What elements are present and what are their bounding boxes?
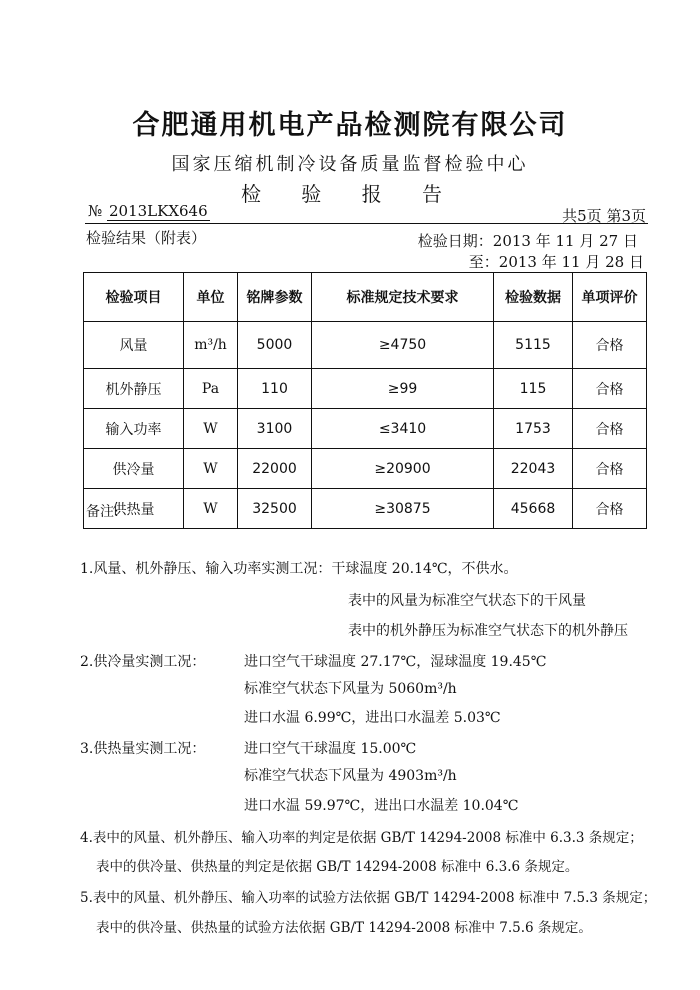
header-cell-requirement: 标准规定技术要求 xyxy=(312,273,494,322)
cell-item: 机外静压 xyxy=(84,369,184,409)
cell-item: 供冷量 xyxy=(84,449,184,489)
cell-evaluation: 合格 xyxy=(573,322,647,369)
cell-nameplate: 110 xyxy=(238,369,312,409)
note-5-continued: 表中的供冷量、供热量的试验方法依据 GB/T 14294-2008 标准中 7.5.6 条规定。 xyxy=(96,920,592,936)
cell-data: 1753 xyxy=(494,409,573,449)
table-row xyxy=(84,489,647,529)
table-row xyxy=(84,369,647,409)
cell-requirement: ≥30875 xyxy=(312,489,494,529)
report-number-value: 2013LKX646 xyxy=(108,202,208,220)
table-row xyxy=(84,449,647,489)
header-cell-evaluation: 单项评价 xyxy=(573,273,647,322)
note-2-label: 2.供冷量实测工况： xyxy=(80,654,206,670)
note-1: 1.风量、机外静压、输入功率实测工况：干球温度 20.14℃，不供水。 xyxy=(80,561,518,577)
cell-unit: W xyxy=(184,449,238,489)
inspection-center-name: 国家压缩机制冷设备质量监督检验中心 xyxy=(171,154,529,175)
table-header-row xyxy=(84,273,647,322)
report-number xyxy=(88,202,210,220)
cell-requirement: ≥4750 xyxy=(312,322,494,369)
header-cell-unit: 单位 xyxy=(184,273,238,322)
cell-item: 供热量 xyxy=(84,489,184,529)
note-3-label: 3.供热量实测工况： xyxy=(80,741,206,757)
note-2-detail-a: 进口空气干球温度 27.17℃，湿球温度 19.45℃ xyxy=(244,654,547,670)
cell-nameplate: 32500 xyxy=(238,489,312,529)
header-cell-item: 检验项目 xyxy=(84,273,184,322)
header-cell-nameplate: 铭牌参数 xyxy=(238,273,312,322)
note-4: 4.表中的风量、机外静压、输入功率的判定是依据 GB/T 14294-2008 标准中 6.3.3 条规定； xyxy=(80,830,643,846)
note-2-detail-b: 标准空气状态下风量为 5060m³/h xyxy=(244,681,457,697)
result-table xyxy=(83,272,647,529)
cell-unit: W xyxy=(184,489,238,529)
report-title: 检 验 报 告 xyxy=(240,182,460,206)
note-1-detail-b: 表中的机外静压为标准空气状态下的机外静压 xyxy=(348,623,628,639)
cell-item: 风量 xyxy=(84,322,184,369)
cell-evaluation: 合格 xyxy=(573,449,647,489)
header-cell-data: 检验数据 xyxy=(494,273,573,322)
cell-nameplate: 22000 xyxy=(238,449,312,489)
report-number-prefix: № xyxy=(88,202,103,220)
cell-data: 5115 xyxy=(494,322,573,369)
cell-evaluation: 合格 xyxy=(573,489,647,529)
note-2-detail-c: 进口水温 6.99℃，进出口水温差 5.03℃ xyxy=(244,710,501,726)
company-name: 合肥通用机电产品检测院有限公司 xyxy=(132,110,568,141)
cell-requirement: ≤3410 xyxy=(312,409,494,449)
inspection-date-to: 至：2013 年 11 月 28 日 xyxy=(468,253,644,271)
note-3-detail-a: 进口空气干球温度 15.00℃ xyxy=(244,741,417,757)
note-1-detail-a: 表中的风量为标准空气状态下的干风量 xyxy=(348,593,586,609)
cell-data: 22043 xyxy=(494,449,573,489)
cell-data: 45668 xyxy=(494,489,573,529)
note-3-detail-c: 进口水温 59.97℃，进出口水温差 10.04℃ xyxy=(244,798,519,814)
inspection-date-from: 检验日期：2013 年 11 月 27 日 xyxy=(417,232,638,250)
page-info: 共5页 第3页 xyxy=(562,207,646,225)
header-divider xyxy=(85,223,648,224)
table-row xyxy=(84,322,647,369)
cell-nameplate: 5000 xyxy=(238,322,312,369)
cell-unit: Pa xyxy=(184,369,238,409)
notes-title: 备注: xyxy=(86,504,119,520)
cell-evaluation: 合格 xyxy=(573,409,647,449)
table-row xyxy=(84,409,647,449)
cell-data: 115 xyxy=(494,369,573,409)
note-4-continued: 表中的供冷量、供热量的判定是依据 GB/T 14294-2008 标准中 6.3.6 条规定。 xyxy=(96,859,579,875)
cell-item: 输入功率 xyxy=(84,409,184,449)
cell-requirement: ≥99 xyxy=(312,369,494,409)
cell-unit: m³/h xyxy=(184,322,238,369)
cell-nameplate: 3100 xyxy=(238,409,312,449)
note-3-detail-b: 标准空气状态下风量为 4903m³/h xyxy=(244,768,457,784)
result-label: 检验结果（附表） xyxy=(86,229,207,247)
cell-unit: W xyxy=(184,409,238,449)
cell-requirement: ≥20900 xyxy=(312,449,494,489)
cell-evaluation: 合格 xyxy=(573,369,647,409)
note-5: 5.表中的风量、机外静压、输入功率的试验方法依据 GB/T 14294-2008 标准中 7.5.3 条规定； xyxy=(80,890,657,906)
